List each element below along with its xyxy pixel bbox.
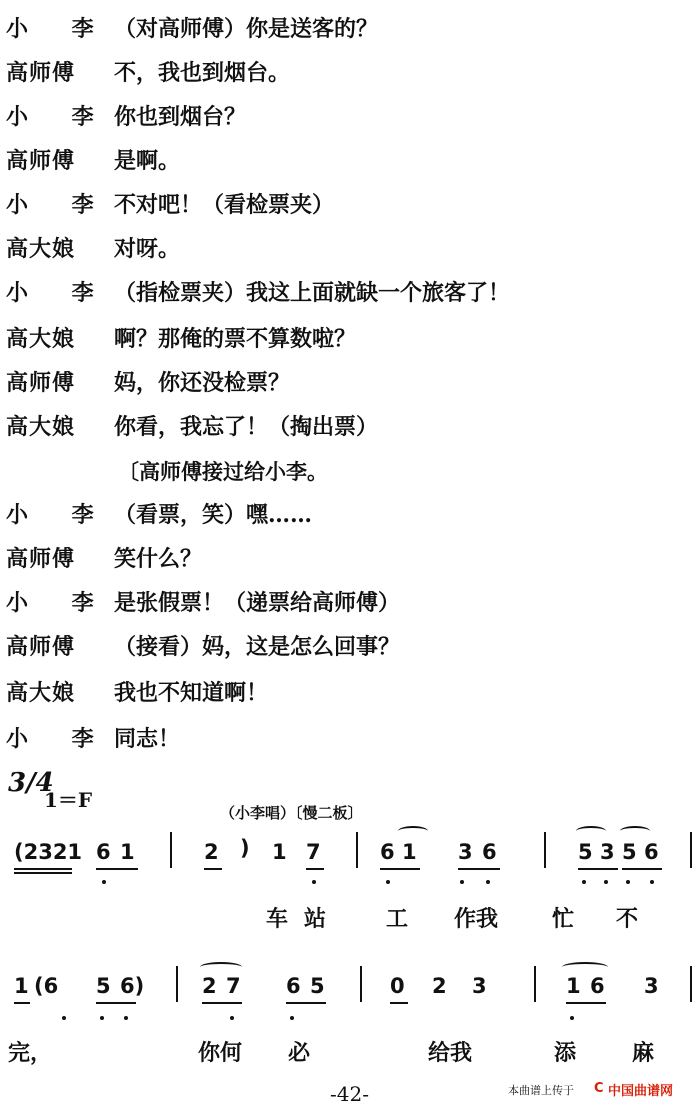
note: 5 bbox=[622, 840, 637, 864]
note: 1 bbox=[272, 840, 287, 864]
barline bbox=[176, 966, 178, 1002]
octave-dot bbox=[62, 1016, 66, 1020]
dialogue-text: 啊？那俺的票不算数啦？ bbox=[114, 325, 357, 352]
speaker-name: 小 李 bbox=[6, 191, 112, 218]
dialogue-line bbox=[6, 142, 180, 176]
note: (2321 bbox=[14, 840, 83, 864]
beam-line bbox=[458, 868, 500, 870]
dialogue-text: 是张假票！（递票给高师傅） bbox=[114, 589, 401, 616]
lyric: 不 bbox=[616, 906, 639, 932]
beam-line bbox=[380, 868, 420, 870]
octave-dot bbox=[102, 880, 106, 884]
octave-dot bbox=[312, 880, 316, 884]
speaker-name: 小 李 bbox=[6, 15, 112, 42]
dialogue-line bbox=[6, 364, 290, 398]
dialogue-line bbox=[6, 720, 180, 754]
speaker-name: 小 李 bbox=[6, 501, 112, 528]
lyric: 工 bbox=[386, 906, 409, 932]
dialogue-line bbox=[6, 584, 400, 618]
beam-line bbox=[202, 1002, 242, 1004]
dialogue-text: 你也到烟台？ bbox=[114, 103, 247, 130]
lyric: 必 bbox=[288, 1040, 311, 1066]
dialogue-line bbox=[6, 10, 378, 44]
lyric: 车 bbox=[266, 906, 289, 932]
key-signature: 1＝F bbox=[44, 788, 93, 812]
note: (6 bbox=[34, 974, 59, 998]
note: 1 bbox=[14, 974, 29, 998]
octave-dot bbox=[100, 1016, 104, 1020]
dialogue-text: 笑什么？ bbox=[114, 545, 203, 572]
octave-dot bbox=[124, 1016, 128, 1020]
octave-dot bbox=[604, 880, 608, 884]
dialogue-text: 不对吧！（看检票夹） bbox=[114, 191, 335, 218]
site-logo-icon: C bbox=[594, 1081, 604, 1096]
barline bbox=[544, 832, 546, 868]
note: 7 bbox=[306, 840, 321, 864]
beam-line bbox=[578, 868, 618, 870]
speaker-name: 小 李 bbox=[6, 589, 112, 616]
slur bbox=[200, 962, 242, 972]
note: ) bbox=[240, 836, 250, 860]
speaker-name: 高师傅 bbox=[6, 633, 76, 660]
dialogue-line bbox=[6, 408, 378, 442]
beam-line bbox=[622, 868, 662, 870]
note: 3 bbox=[600, 840, 615, 864]
octave-dot bbox=[626, 880, 630, 884]
slur bbox=[562, 962, 608, 972]
beam-line bbox=[14, 872, 72, 874]
octave-dot bbox=[290, 1016, 294, 1020]
octave-dot bbox=[386, 880, 390, 884]
lyric: 完， bbox=[8, 1040, 53, 1066]
note: 0 bbox=[390, 974, 405, 998]
singing-note: （小李唱）〔慢二板〕 bbox=[220, 804, 363, 822]
note: 6 bbox=[482, 840, 497, 864]
slur bbox=[398, 826, 428, 836]
beam-line bbox=[286, 1002, 326, 1004]
note: 3 bbox=[458, 840, 473, 864]
slur bbox=[576, 826, 606, 836]
note: 2 bbox=[204, 840, 219, 864]
note: 6 bbox=[590, 974, 605, 998]
beam-line bbox=[14, 868, 72, 870]
upload-note: 本曲谱上传于 bbox=[508, 1084, 574, 1097]
note: 6 bbox=[286, 974, 301, 998]
dialogue-text: 对呀。 bbox=[114, 235, 181, 262]
beam-line bbox=[566, 1002, 606, 1004]
note: 6 bbox=[96, 840, 111, 864]
note: 5 bbox=[310, 974, 325, 998]
speaker-name: 高大娘 bbox=[6, 679, 76, 706]
octave-dot bbox=[460, 880, 464, 884]
speaker-name: 高大娘 bbox=[6, 413, 76, 440]
barline bbox=[690, 832, 692, 868]
dialogue-text: 同志！ bbox=[114, 725, 181, 752]
time-signature: 3/4 bbox=[8, 768, 54, 798]
speaker-name: 小 李 bbox=[6, 725, 112, 752]
beam-line bbox=[390, 1002, 408, 1004]
barline bbox=[360, 966, 362, 1002]
speaker-name: 高大娘 bbox=[6, 325, 76, 352]
dialogue-text: （接看）妈，这是怎么回事？ bbox=[114, 633, 401, 660]
dialogue-line bbox=[6, 98, 246, 132]
dialogue-line bbox=[6, 186, 334, 220]
lyric: 给我 bbox=[428, 1040, 473, 1066]
dialogue-line bbox=[6, 320, 356, 354]
octave-dot bbox=[230, 1016, 234, 1020]
speaker-name: 小 李 bbox=[6, 279, 112, 306]
octave-dot bbox=[486, 880, 490, 884]
beam-line bbox=[96, 868, 138, 870]
dialogue-text: （看票，笑）嘿…… bbox=[114, 501, 313, 528]
speaker-name: 高师傅 bbox=[6, 545, 76, 572]
lyric: 作我 bbox=[454, 906, 499, 932]
barline bbox=[356, 832, 358, 868]
dialogue-line bbox=[6, 230, 180, 264]
speaker-name: 小 李 bbox=[6, 103, 112, 130]
beam-line bbox=[306, 868, 324, 870]
note: 3 bbox=[644, 974, 659, 998]
speaker-name: 高师傅 bbox=[6, 369, 76, 396]
note: 2 bbox=[432, 974, 447, 998]
lyric: 你何 bbox=[198, 1040, 243, 1066]
lyric: 忙 bbox=[552, 906, 575, 932]
note: 6 bbox=[644, 840, 659, 864]
speaker-name: 高大娘 bbox=[6, 235, 76, 262]
lyric: 添 bbox=[554, 1040, 577, 1066]
dialogue-line bbox=[6, 496, 312, 530]
barline bbox=[170, 832, 172, 868]
beam-line bbox=[96, 1002, 136, 1004]
slur bbox=[620, 826, 650, 836]
dialogue-text: 你看，我忘了！（掏出票） bbox=[114, 413, 379, 440]
dialogue-line bbox=[6, 274, 510, 308]
note: 2 bbox=[202, 974, 217, 998]
dialogue-text: 是啊。 bbox=[114, 147, 181, 174]
note: 7 bbox=[226, 974, 241, 998]
page-number: -42- bbox=[330, 1082, 369, 1106]
barline bbox=[690, 966, 692, 1002]
octave-dot bbox=[582, 880, 586, 884]
dialogue-text: 我也不知道啊！ bbox=[114, 679, 269, 706]
note: 1 bbox=[402, 840, 417, 864]
dialogue-line bbox=[6, 54, 290, 88]
dialogue-text: （指检票夹）我这上面就缺一个旅客了！ bbox=[114, 279, 511, 306]
note: 6 bbox=[380, 840, 395, 864]
dialogue-text: （对高师傅）你是送客的？ bbox=[114, 15, 379, 42]
site-name: 中国曲谱网 bbox=[608, 1084, 674, 1099]
speaker-name: 高师傅 bbox=[6, 147, 76, 174]
dialogue-text: 妈，你还没检票？ bbox=[114, 369, 291, 396]
dialogue-line bbox=[6, 674, 268, 708]
note: 6) bbox=[120, 974, 145, 998]
note: 1 bbox=[566, 974, 581, 998]
dialogue-line bbox=[6, 628, 400, 662]
note: 5 bbox=[578, 840, 593, 864]
note: 5 bbox=[96, 974, 111, 998]
stage-direction: 〔高师傅接过给小李。 bbox=[118, 459, 328, 484]
dialogue-line bbox=[6, 540, 202, 574]
octave-dot bbox=[570, 1016, 574, 1020]
speaker-name: 高师傅 bbox=[6, 59, 76, 86]
dialogue-text: 不，我也到烟台。 bbox=[114, 59, 291, 86]
beam-line bbox=[14, 1002, 30, 1004]
note: 3 bbox=[472, 974, 487, 998]
note: 1 bbox=[120, 840, 135, 864]
lyric: 站 bbox=[304, 906, 327, 932]
octave-dot bbox=[650, 880, 654, 884]
barline bbox=[534, 966, 536, 1002]
lyric: 麻 bbox=[632, 1040, 655, 1066]
beam-line bbox=[204, 868, 222, 870]
